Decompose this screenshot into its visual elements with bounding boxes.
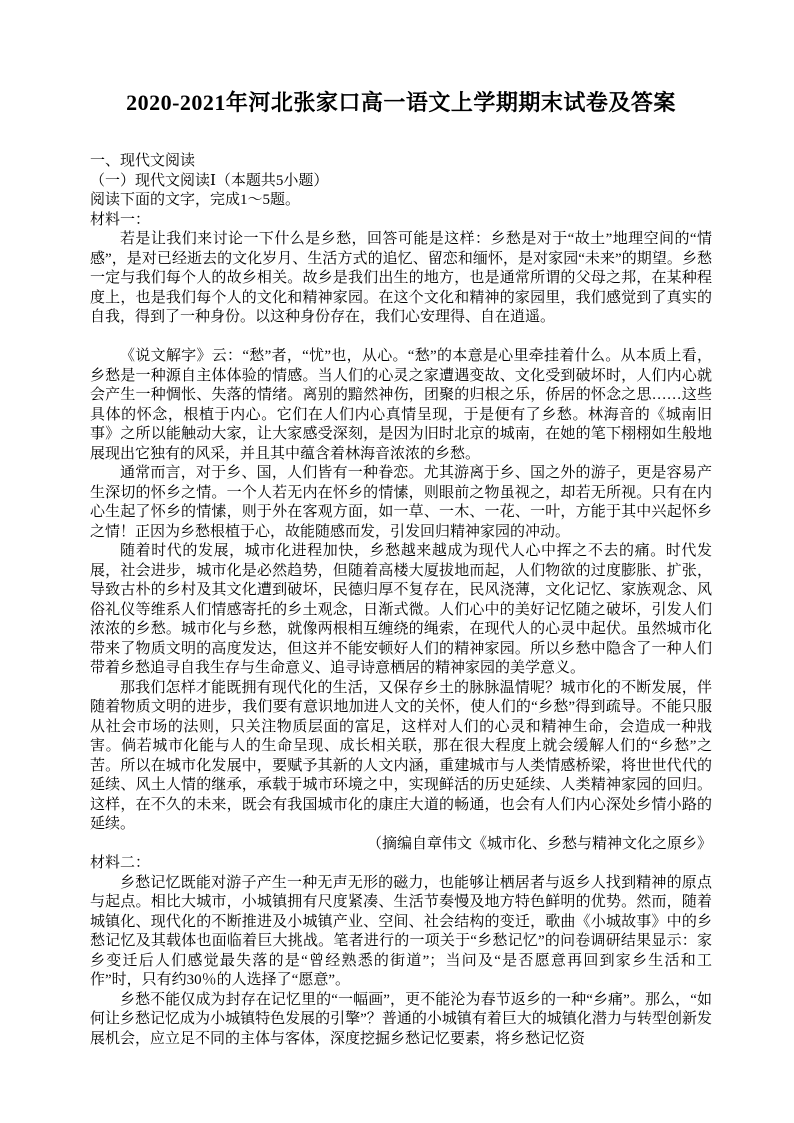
section-heading: 一、现代文阅读	[90, 153, 196, 169]
page-title: 2020-2021年河北张家口高一语文上学期期末试卷及答案	[126, 90, 676, 115]
material-two-paragraph-1: 乡愁记忆既能对游子产生一种无声无形的磁力，也能够让栖居者与返乡人找到精神的原点与起点。相比大城市，小城镇拥有尺度紧凑、生活节奏慢及地方特色鲜明的优势。然而，随着城镇化、现代化的不断推进及小城镇产业、空间、社会结构的变迁，歌曲《小城故事》中的乡愁记忆及其载体也面临着巨大挑战。笔者进行的一项关于“乡愁记忆”的问卷调研结果显示：家乡变迁后人们感觉最失落的是“曾经熟悉的街道”；当问及“是否愿意再回到家乡生活和工作”时，只有约30％的人选择了“愿意”。	[90, 874, 712, 988]
material-one-paragraph-2: 《说文解字》云：“愁”者，“忧”也，从心。“愁”的本意是心里牵挂着什么。从本质上看，乡愁是一种源自主体体验的情感。当人们的心灵之家遭遇变故、文化受到破坏时，人们内心就会产生一种惆怅、失落的情绪。离别的黯然神伤，团聚的归根之乐，侨居的怀念之思……这些具体的怀念，根植于内心。它们在人们内心真情呈现，于是便有了乡愁。林海音的《城南旧事》之所以能触动大家，让大家感受深刻，是因为旧时北京的城南，在她的笔下栩栩如生般地展现出它独有的风采，并且其中蕴含着林海音浓浓的乡愁。	[90, 348, 712, 462]
material-one-paragraph-1: 若是让我们来讨论一下什么是乡愁，回答可能是这样：乡愁是对于“故土”地理空间的“情感”，是对已经逝去的文化岁月、生活方式的追忆、留恋和缅怀，是对家园“未来”的期望。乡愁一定与我们每个人的故乡相关。故乡是我们出生的地方，也是通常所谓的父母之邦，在某种程度上，也是我们每个人的文化和精神家园。在这个文化和精神的家园里，我们感觉到了真实的自我，得到了一种身份。以这种身份存在，我们心安理得、自在逍遥。	[90, 231, 712, 325]
material-one-paragraph-5: 那我们怎样才能既拥有现代化的生活，又保存乡土的脉脉温情呢？城市化的不断发展，伴随着物质文明的进步，我们要有意识地加进人文的关怀，使人们的“乡愁”得到疏导。不能只服从社会市场的法则，只关注物质层面的富足，这样对人们的心灵和精神生命，会造成一种戕害。倘若城市化能与人的生命呈现、成长相关联，那在很大程度上就会缓解人们的“乡愁”之苦。所以在城市化发展中，要赋予其新的人文内涵，重建城市与人类情感桥梁，将世世代代的延续、风土人情的继承，承载于城市环境之中，实现鲜活的历史延续、人类精神家园的回归。这样，在不久的未来，既会有我国城市化的康庄大道的畅通，也会有人们内心深处乡情小路的延续。	[90, 679, 712, 832]
material-two-label: 材料二：	[90, 855, 151, 871]
document-body	[90, 152, 712, 1049]
material-one-paragraph-4: 随着时代的发展，城市化进程加快，乡愁越来越成为现代人心中挥之不去的痛。时代发展，社会进步，城市化是必然趋势，但随着高楼大厦拔地而起，人们物欲的过度膨胀、扩张，导致古朴的乡村及其文化遭到破坏，民德归厚不复存在，民风浇薄，文化记忆、家族观念、风俗礼仪等维系人们情感寄托的乡土观念，日渐式微。人们心中的美好记忆随之破坏，引发人们浓浓的乡愁。城市化与乡愁，就像两根相互缠绕的绳索，在现代人的心灵中起伏。虽然城市化带来了物质文明的高度发达，但这并不能安顿好人们的精神家园。所以乡愁中隐含了一种人们带着乡愁追寻自我生存与生命意义、追寻诗意栖居的精神家园的美学意义。	[90, 543, 712, 676]
material-two-paragraph-2: 乡愁不能仅成为封存在记忆里的“一幅画”，更不能沦为春节返乡的一种“乡痛”。那么，“如何让乡愁记忆成为小城镇特色发展的引擎”？普通的小城镇有着巨大的城镇化潜力与转型创新发展机会，应立足不同的主体与客体，深度挖掘乡愁记忆要素，将乡愁记忆资	[90, 991, 712, 1047]
subsection-heading: （一）现代文阅读Ⅰ（本题共5小题）	[90, 172, 329, 189]
material-one-paragraph-3: 通常而言，对于乡、国，人们皆有一种眷恋。尤其游离于乡、国之外的游子，更是容易产生深切的怀乡之情。一个人若无内在怀乡的情愫，则眼前之物虽视之，却若无所视。只有在内心生起了怀乡的情愫，则于外在客观方面，如一草、一木、一花、一叶，方能于其中兴起怀乡之情！正因为乡愁根植于心，故能随感而发，引发回归精神家园的冲动。	[90, 465, 712, 540]
reading-instruction: 阅读下面的文字，完成1～5题。	[90, 192, 301, 208]
source-attribution: （摘编自章伟文《城市化、乡愁与精神文化之原乡》	[366, 835, 712, 852]
material-one-label: 材料一：	[90, 211, 151, 228]
